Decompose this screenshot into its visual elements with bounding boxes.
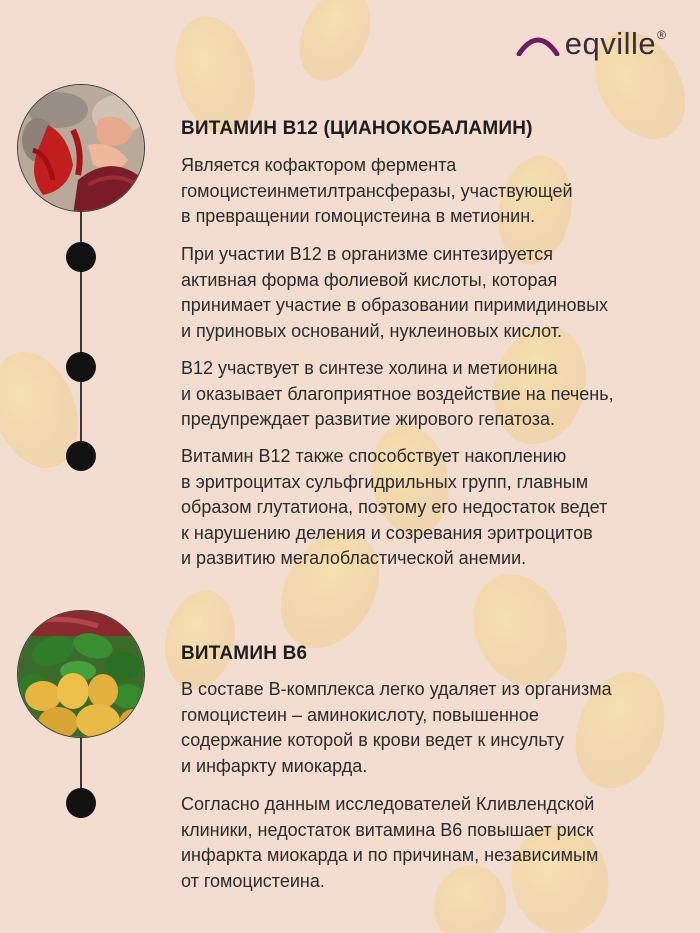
seafood-and-meat-photo: [17, 84, 145, 212]
section-vitamin-b6: [181, 643, 681, 665]
logo-text: eqville: [564, 26, 657, 61]
paragraph: При участии В12 в организме синтезируется активная форма фолиевой кислоты, которая принимает участие в образовании пиримидиновых и пуриновых оснований, нуклеиновых кислот.: [181, 244, 609, 341]
brand-logo: [515, 26, 666, 62]
paragraph: Витамин В12 также способствует накоплению в эритроцитах сульфгидрильных групп, главным образом глутатиона, поэтому его недостаток ведет к нарушению деления и созревания эритроцитов и развитию мегалобластической анемии.: [181, 446, 608, 568]
section-title: ВИТАМИН В6: [181, 643, 308, 664]
section-title: ВИТАМИН B12 (ЦИАНОКОБАЛАМИН): [181, 118, 533, 139]
potatoes-and-spinach-photo: [17, 610, 145, 738]
section-vitamin-b12: [181, 118, 681, 140]
paragraph: В12 участвует в синтезе холина и метионина и оказывает благоприятное воздействие на печень, предупреждает развитие жирового гепатоза.: [181, 358, 614, 429]
paragraph: В составе В-комплекса легко удаляет из организма гомоцистеин – аминокислоту, повышенное содержание которой в крови ведет к инсульту и инфаркту миокарда.: [181, 679, 612, 776]
timeline-dot: [66, 441, 96, 471]
timeline-dot: [66, 242, 96, 272]
timeline-dot: [66, 352, 96, 382]
timeline-dot: [66, 788, 96, 818]
paragraph: Согласно данным исследователей Кливлендской клиники, недостаток витамина В6 повышает риск инфаркта миокарда и по причинам, независимым от гомоцистеина.: [181, 794, 599, 891]
registered-mark: ®: [657, 28, 666, 42]
paragraph: Является кофактором фермента гомоцистеинметилтрансферазы, участвующей в превращении гомоцистеина в метионин.: [181, 155, 573, 226]
logo-arc-icon: [515, 32, 561, 56]
